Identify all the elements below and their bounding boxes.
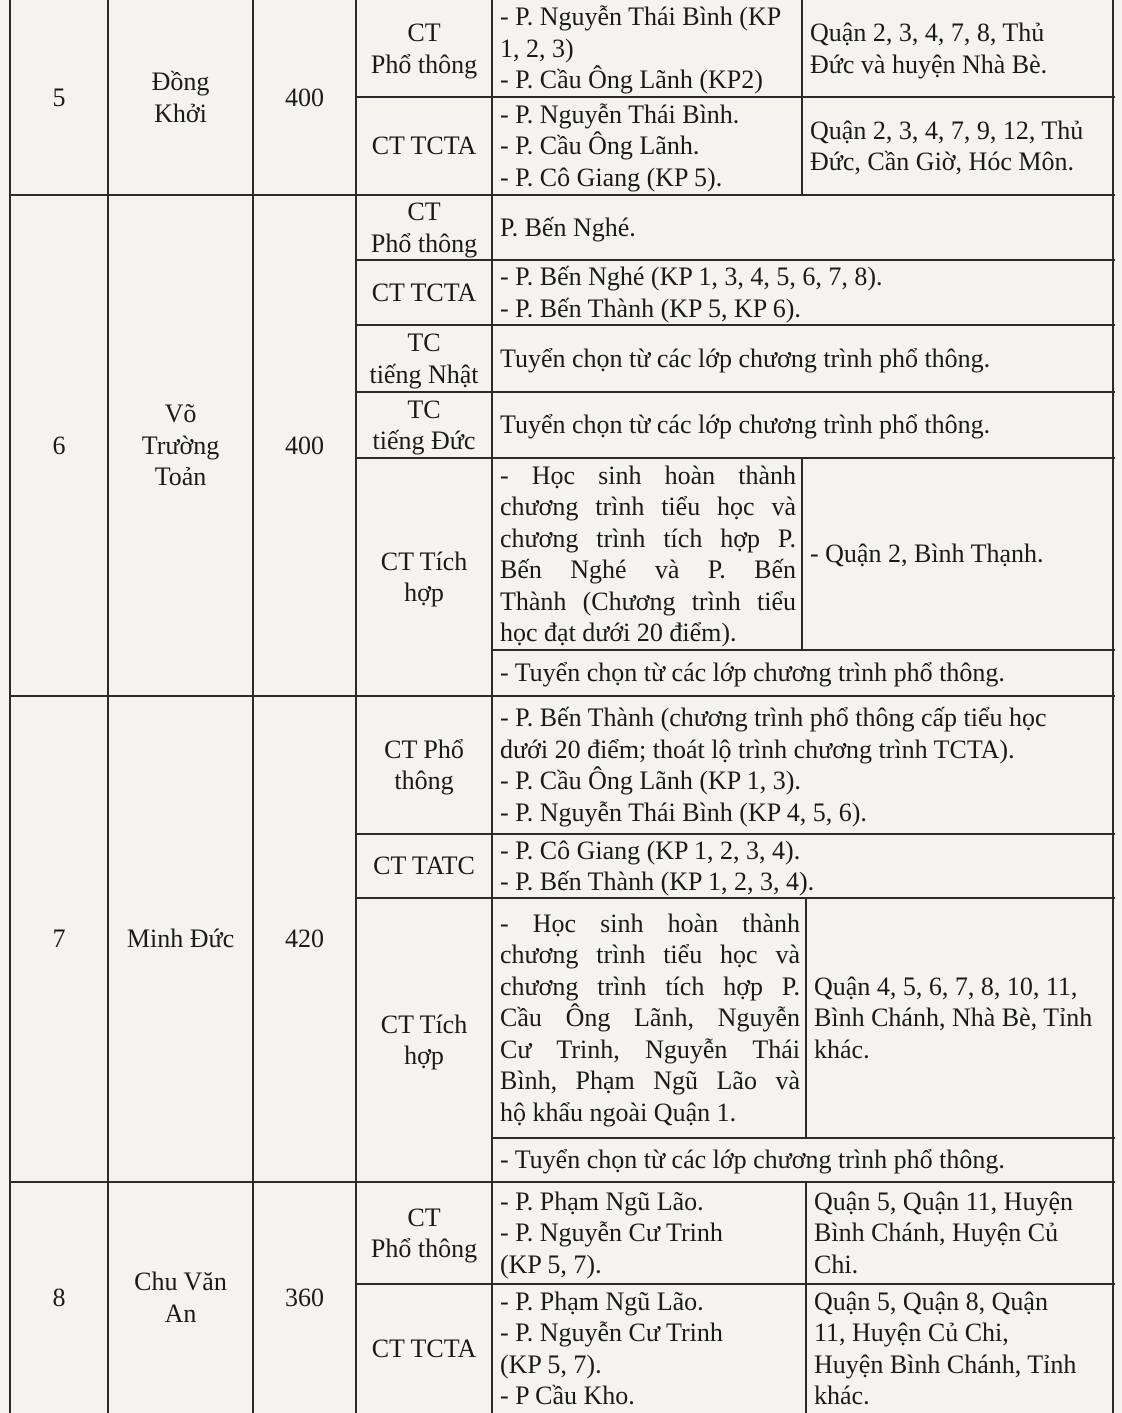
program-name-text [356, 850, 492, 882]
other-area-line: Huyện Bình Chánh, Tỉnh [814, 1349, 1077, 1379]
other-area-line: Quận 4, 5, 6, 7, 8, 10, 11, [814, 971, 1078, 1001]
program-name [356, 898, 492, 1182]
enrollment-area-line: Tuyển chọn từ các lớp chương trình phổ thông. [500, 410, 991, 440]
program-name-line: CT [407, 18, 441, 47]
other-area-line: Đức, Cần Giờ, Hóc Môn. [810, 147, 1074, 176]
school-name [108, 1182, 253, 1413]
program-name [356, 97, 492, 195]
enrollment-area [492, 195, 1113, 260]
table-border-vertical [805, 1182, 807, 1284]
quota-text [253, 1282, 356, 1314]
selection-note-text [500, 1144, 1107, 1176]
enrollment-area-text [500, 212, 1107, 244]
table-border-vertical [355, 0, 357, 1413]
enrollment-area-line: - P. Phạm Ngũ Lão. [500, 1186, 704, 1216]
table-border-vertical [801, 458, 803, 650]
table-border-vertical [801, 97, 803, 195]
program-name-line: tiếng Đức [372, 426, 476, 455]
enrollment-area [492, 458, 802, 650]
table-border-horizontal [492, 649, 1115, 651]
enrollment-area-line: Bến Nghé và P. Bến [500, 555, 796, 584]
program-name-line: tiếng Nhật [369, 359, 479, 389]
enrollment-area-line: - P. Cầu Ông Lãnh (KP2) [500, 65, 763, 95]
program-name-line: CT TATC [373, 851, 475, 881]
school-name-line: An [164, 1298, 197, 1328]
enrollment-area [492, 834, 1113, 898]
selection-note-line: - Tuyển chọn từ các lớp chương trình phổ thông. [500, 658, 1005, 688]
enrollment-area [492, 97, 802, 195]
table-border-horizontal [356, 1283, 1115, 1285]
table-border-vertical [491, 0, 493, 1413]
table-border-horizontal [356, 391, 1115, 393]
other-area-line: Quận 2, 3, 4, 7, 9, 12, Thủ [810, 115, 1084, 145]
program-name [356, 260, 492, 325]
table-border-vertical [801, 0, 803, 97]
program-name-line: CT TCTA [371, 277, 477, 307]
enrollment-area [492, 696, 1113, 834]
table-border-vertical [805, 1284, 807, 1413]
table-border-horizontal [10, 1181, 1115, 1183]
program-name-line: Phổ thông [370, 228, 478, 258]
other-area-line: Chi. [814, 1249, 859, 1279]
program-name-line: TC [407, 394, 441, 424]
program-name [356, 392, 492, 458]
program-name-line: CT Phổ [384, 734, 464, 764]
enrollment-area-text [500, 409, 1107, 441]
other-area-text [810, 17, 1107, 80]
program-name-line: hợp [404, 1041, 444, 1070]
program-name-line: Phổ thông [370, 49, 478, 79]
enrollment-area [492, 392, 1113, 458]
row-number [10, 195, 108, 696]
enrollment-area-text [500, 835, 1107, 898]
other-area [802, 458, 1113, 650]
enrollment-area-text [500, 1186, 800, 1281]
enrollment-area-text [500, 343, 1107, 375]
enrollment-area-text [500, 908, 800, 1129]
table-border-vertical [805, 898, 807, 1138]
table-border-horizontal [356, 96, 1115, 98]
other-area-text [814, 1186, 1107, 1281]
school-name-line: Chu Văn [134, 1267, 227, 1296]
enrollment-area-line: chương trình tích hợp P. [500, 971, 800, 1001]
selection-note-text [500, 657, 1107, 689]
quota-value: 400 [285, 430, 324, 460]
school-name [108, 0, 253, 195]
other-area-line: Quận 2, 3, 4, 7, 8, Thủ [810, 18, 1045, 47]
enrollment-area-line: chương trình tiểu học và [500, 492, 796, 521]
school-name [108, 195, 253, 696]
enrollment-area [492, 0, 802, 97]
table-border-vertical [252, 0, 254, 1413]
table-border-horizontal [492, 1137, 1115, 1139]
other-area [806, 1284, 1113, 1413]
enrollment-area-line: - P. Bến Thành (KP 1, 2, 3, 4). [500, 867, 815, 896]
selection-note [492, 650, 1113, 696]
enrollment-area-line: dưới 20 điểm; thoát lộ trình chương trình TCTA). [500, 734, 1015, 764]
program-name-line: CT TCTA [371, 1333, 477, 1363]
enrollment-area-line: - P. Nguyễn Thái Bình. [500, 99, 740, 129]
school-name-text [108, 1266, 253, 1329]
row-number-value: 6 [52, 430, 66, 460]
enrollment-area-line: Tuyển chọn từ các lớp chương trình phổ thông. [500, 343, 991, 373]
school-name-line: Trường [141, 430, 220, 460]
other-area [806, 898, 1113, 1138]
row-number-text [10, 430, 108, 462]
table-border-horizontal [10, 194, 1115, 196]
row-number-text [10, 1282, 108, 1314]
enrollment-area-line: - P. Cô Giang (KP 1, 2, 3, 4). [500, 835, 801, 865]
enrollment-area-line: - P. Bến Thành (KP 5, KP 6). [500, 293, 801, 323]
program-name [356, 325, 492, 392]
program-name [356, 834, 492, 898]
enrollment-area-text [500, 702, 1107, 828]
enrollment-area-line: - Học sinh hoàn thành [500, 908, 800, 938]
table-border-vertical [9, 0, 11, 1413]
table-border-horizontal [10, 695, 1115, 697]
school-name-text [108, 923, 253, 955]
other-area-line: Bình Chánh, Nhà Bè, Tỉnh [814, 1003, 1093, 1033]
table-border-horizontal [356, 833, 1115, 835]
row-number [10, 1182, 108, 1413]
enrollment-area-line: hộ khẩu ngoài Quận 1. [500, 1097, 737, 1127]
school-name-line: Minh Đức [126, 924, 235, 954]
enrollment-area-line: - P. Cô Giang (KP 5). [500, 162, 723, 192]
other-area-line: khác. [814, 1034, 870, 1064]
program-name [356, 1182, 492, 1284]
quota-text [253, 430, 356, 462]
row-number-text [10, 923, 108, 955]
row-number-text [10, 82, 108, 114]
quota-text [253, 82, 356, 114]
enrollment-area-line: chương trình tiểu học và [500, 940, 800, 970]
enrollment-area [492, 1284, 806, 1413]
enrollment-area-line: P. Bến Nghé. [500, 212, 636, 242]
enrollment-area-line: 1, 2, 3) [500, 33, 574, 63]
quota [253, 696, 356, 1182]
table-border-horizontal [356, 324, 1115, 326]
row-number [10, 696, 108, 1182]
program-name-text [356, 17, 492, 80]
program-name-line: Phổ thông [370, 1234, 478, 1263]
program-name-text [356, 1202, 492, 1265]
school-name-line: Toản [154, 462, 207, 492]
other-area [802, 97, 1113, 195]
quota [253, 195, 356, 696]
school-name [108, 696, 253, 1182]
program-name-line: CT Tích [380, 546, 468, 576]
program-name-line: thông [394, 766, 454, 795]
other-area-text [814, 971, 1107, 1066]
enrollment-area-line: (KP 5, 7). [500, 1349, 602, 1379]
enrollment-area-line: - P. Phạm Ngũ Lão. [500, 1286, 704, 1316]
enrollment-area-line: - P. Bến Thành (chương trình phổ thông cấp tiểu học [500, 703, 1047, 732]
program-name [356, 0, 492, 97]
other-area-text [814, 1286, 1107, 1412]
enrollment-area-line: Thành (Chương trình tiểu [500, 586, 796, 616]
selection-note-line: - Tuyển chọn từ các lớp chương trình phổ thông. [500, 1145, 1005, 1175]
enrollment-area-line: chương trình tích hợp P. [500, 523, 796, 553]
other-area-line: Quận 5, Quận 11, Huyện [814, 1186, 1073, 1216]
school-name-line: Đồng [151, 67, 210, 96]
enrollment-area-text [500, 460, 796, 649]
other-area-line: 11, Huyện Củ Chi, [814, 1318, 1009, 1347]
other-area-line: Đức và huyện Nhà Bè. [810, 49, 1048, 79]
program-name-line: CT TCTA [371, 131, 477, 161]
table-border-horizontal [356, 457, 1115, 459]
program-name-text [356, 1333, 492, 1365]
program-name-text [356, 130, 492, 162]
program-name [356, 696, 492, 834]
other-area-line: Quận 5, Quận 8, Quận [814, 1286, 1048, 1316]
enrollment-area [492, 1182, 806, 1284]
enrollment-area-line: Cầu Ông Lãnh, Nguyễn [500, 1003, 800, 1033]
school-name-text [108, 66, 253, 129]
program-name [356, 1284, 492, 1413]
program-name-line: TC [407, 328, 441, 357]
program-name-line: hợp [404, 578, 444, 607]
enrollment-area-text [500, 1286, 800, 1412]
enrollment-area [492, 325, 1113, 392]
enrollment-area-line: (KP 5, 7). [500, 1249, 602, 1279]
other-area-text [810, 538, 1107, 570]
enrollment-area-text [500, 99, 796, 194]
enrollment-area-line: học đạt dưới 20 điểm). [500, 618, 737, 647]
enrollment-area-line: - P. Nguyễn Thái Bình (KP [500, 2, 782, 32]
enrollment-area-line: - P. Bến Nghé (KP 1, 3, 4, 5, 6, 7, 8). [500, 262, 883, 291]
enrollment-area-line: - Học sinh hoàn thành [500, 460, 796, 490]
quota [253, 1182, 356, 1413]
table-border-horizontal [356, 259, 1115, 261]
program-name-line: CT [407, 197, 441, 226]
school-name-line: Võ [164, 399, 197, 429]
program-name-text [356, 277, 492, 309]
enrollment-area [492, 260, 1113, 325]
quota-value: 420 [285, 924, 324, 954]
program-name-text [356, 394, 492, 457]
program-name-line: CT Tích [380, 1009, 468, 1039]
enrollment-area-text [500, 1, 796, 96]
other-area-line: khác. [814, 1381, 870, 1410]
table-border-vertical [107, 0, 109, 1413]
program-name-text [356, 546, 492, 609]
program-name-line: CT [407, 1202, 441, 1232]
other-area [806, 1182, 1113, 1284]
enrollment-area-line: - P. Nguyễn Thái Bình (KP 4, 5, 6). [500, 797, 867, 827]
program-name [356, 458, 492, 696]
program-name-text [356, 327, 492, 390]
row-number [10, 0, 108, 195]
school-name-line: Khởi [154, 98, 207, 128]
selection-note [492, 1138, 1113, 1182]
enrollment-area-line: - P. Cầu Ông Lãnh. [500, 131, 700, 161]
enrollment-area-line: Bình, Phạm Ngũ Lão và [500, 1066, 800, 1096]
other-area [802, 0, 1113, 97]
quota-text [253, 923, 356, 955]
enrollment-area [492, 898, 806, 1138]
table-border-vertical [1112, 0, 1114, 1413]
quota-value: 400 [285, 82, 324, 112]
row-number-value: 7 [52, 924, 66, 954]
other-area-line: Bình Chánh, Huyện Củ [814, 1218, 1059, 1248]
quota-value: 360 [285, 1282, 324, 1312]
other-area-line: - Quận 2, Bình Thạnh. [810, 539, 1044, 569]
enrollment-area-line: - P Cầu Kho. [500, 1381, 635, 1410]
enrollment-area-line: Cư Trinh, Nguyễn Thái [500, 1034, 800, 1064]
program-name [356, 195, 492, 260]
enrollment-area-line: - P. Cầu Ông Lãnh (KP 1, 3). [500, 766, 801, 795]
row-number-value: 8 [52, 1282, 66, 1312]
other-area-text [810, 115, 1107, 178]
enrollment-area-line: - P. Nguyễn Cư Trinh [500, 1318, 723, 1347]
quota [253, 0, 356, 195]
school-name-text [108, 398, 253, 493]
row-number-value: 5 [52, 82, 66, 112]
table-border-horizontal [356, 897, 1115, 899]
enrollment-area-text [500, 261, 1107, 324]
enrollment-area-line: - P. Nguyễn Cư Trinh [500, 1218, 723, 1248]
program-name-text [356, 196, 492, 259]
program-name-text [356, 1009, 492, 1072]
program-name-text [356, 734, 492, 797]
